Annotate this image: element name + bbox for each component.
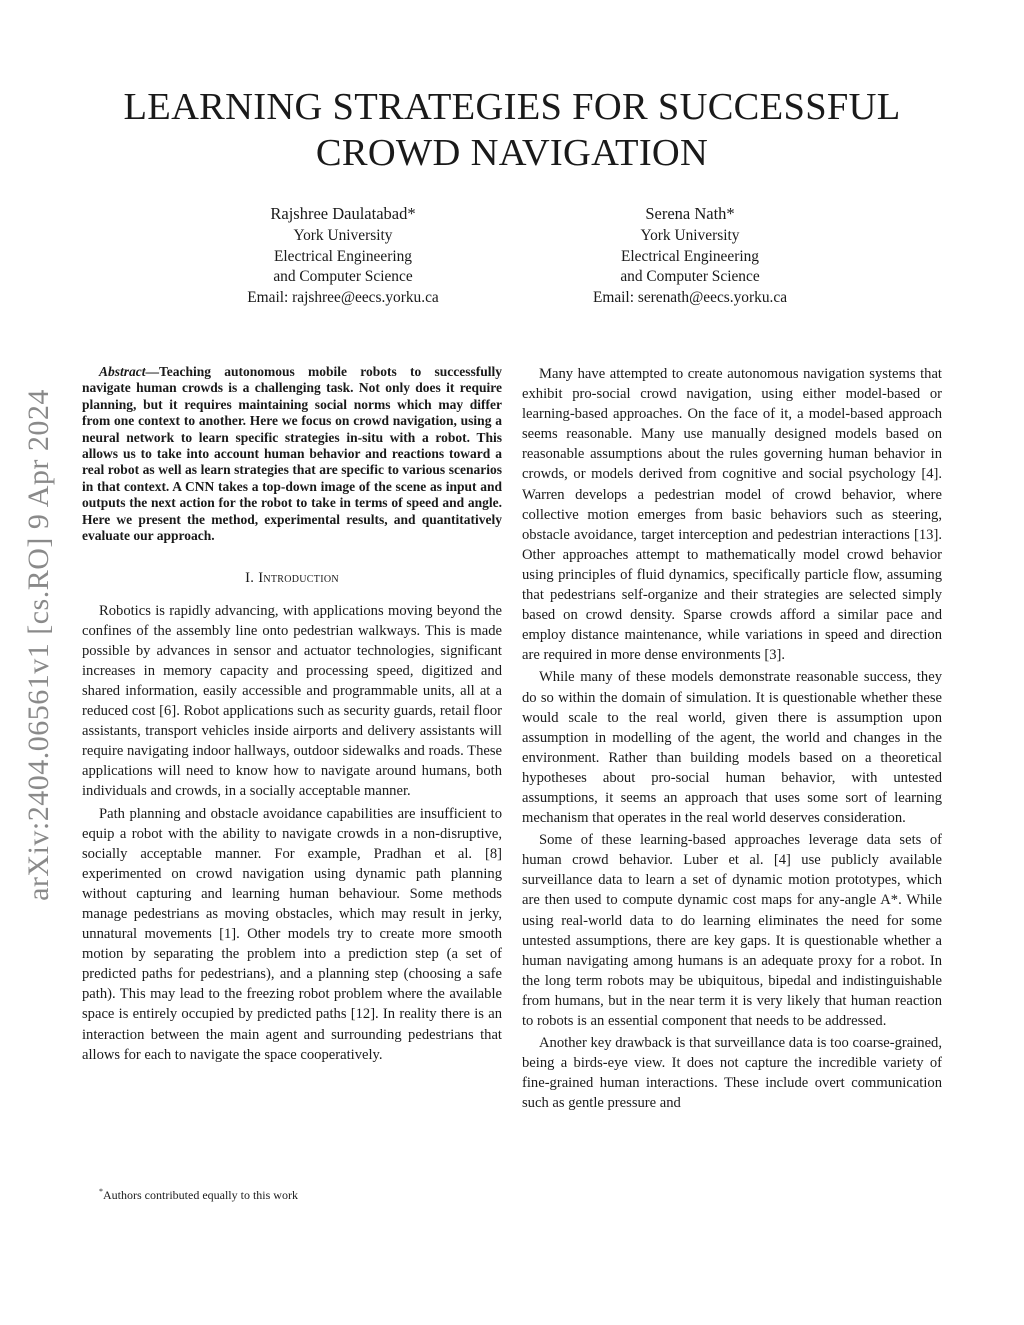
abstract-text: Teaching autonomous mobile robots to successfully navigate human crowds is a challenging task. Not only does it require planning, but it requires maintaining social norms which may differ from one context to another. Here we focus on crowd navigation, using a neural network to learn specific strategies in-situ with a robot. This allows us to take into account human behavior and reactions toward a real robot as well as learn strategies that are specific to various scenarios in that context. A CNN takes a top-down image of the scene as input and outputs the next action for the robot to take in terms of speed and angle. Here we present the method, experimental results, and quantitatively evaluate our approach. [82, 364, 502, 544]
author-department: Electrical Engineering [620, 247, 760, 265]
arxiv-identifier: arXiv:2404.06561v1 [cs.RO] 9 Apr 2024 [22, 389, 55, 901]
paragraph: While many of these models demonstrate reasonable success, they do so within the domain of simulation. It is questionable whether these would scale to the real world, given there is assumption upon assumption in modelling of the agent, the world and changes in the environment. Rather than building models based on a theoretical hypotheses about pro-social human behavior, with untested assumptions, it seems an approach that uses some sort of learning mechanism that operates in the real world deserves consideration. [522, 669, 942, 827]
author-name: Serena Nath* [645, 204, 735, 223]
left-column [82, 364, 502, 1065]
paragraph: Robotics is rapidly advancing, with applications moving beyond the confines of the assembly line onto pedestrian walkways. This is made possible by advances in sensor and actuator technologies, significant increases in memory capacity and processing speed, digitized and shared information, easily accessible and programmable units, all at a reduced cost [6]. Robot applications such as security guards, retail floor assistants, transport vehicles inside airports and delivery assistants will require navigating indoor hallways, outdoor sidewalks and roads. These applications will need to know how to navigate around humans, both individuals and crowds, in a socially acceptable manner. [82, 602, 502, 800]
author-department: and Computer Science [273, 268, 413, 285]
author-email: Email: rajshree@eecs.yorku.ca [247, 288, 439, 306]
section-number: I. [245, 570, 259, 587]
author-department: and Computer Science [620, 268, 760, 285]
author-university: York University [293, 227, 393, 244]
paper-title-line-1: LEARNING STRATEGIES FOR SUCCESSFUL [123, 86, 901, 128]
section-title: Introduction [258, 570, 339, 587]
paper-title [80, 84, 944, 176]
footnote [82, 1184, 502, 1203]
footnote-text: Authors contributed equally to this work [103, 1188, 298, 1202]
section-heading-introduction [82, 568, 502, 588]
author-name: Rajshree Daulatabad* [270, 204, 416, 223]
arxiv-stamp [0, 360, 78, 930]
author-block-2 [530, 202, 850, 308]
abstract [82, 364, 502, 544]
author-department: Electrical Engineering [273, 247, 413, 265]
paragraph: Many have attempted to create autonomous navigation systems that exhibit pro-social crowd navigation, using either model-based or learning-based approaches. On the face of it, a model-based approach seems reasonable. Many use manually designed models based on reasonable assumptions about the rules governing human behavior in crowds, or models derived from cognitive and social psychology [4]. Warren develops a pedestrian model of crowd behavior, where collective motion emerges from basic behaviors such as steering, obstacle avoidance, target interception and pedestrian interactions [13]. Other approaches attempt to mathematically model crowd behavior using principles of fluid dynamics, specifically particle flow, assuming that pedestrians self-organize and their strategies are selected simply based on crowd density. Sparse crowds afford a similar pace and employ distance maintenance, while variations in speed and direction are required in more dense environments [3]. [522, 366, 942, 664]
paper-title-line-2: CROWD NAVIGATION [315, 132, 709, 174]
abstract-label: Abstract [99, 364, 146, 379]
author-university: York University [640, 227, 740, 244]
abstract-dash: — [145, 364, 160, 379]
author-email: Email: serenath@eecs.yorku.ca [592, 288, 788, 306]
paragraph: Another key drawback is that surveillance data is too coarse-grained, being a birds-eye view. It does not capture the incredible variety of fine-grained human interactions. These include overt communication such as gentle pressure and [522, 1035, 942, 1112]
paragraph: Path planning and obstacle avoidance capabilities are insufficient to equip a robot with the ability to navigate crowds in a non-disruptive, socially acceptable manner. For example, Pradhan et al. [8] experimented on crowd navigation using dynamic path planning without capturing and learning human behaviour. Some methods manage pedestrians as moving obstacles, which may result in jerky, unnatural movements [1]. Other models try to create more smooth motion by separating the problem into a prediction step (a set of predicted paths for pedestrians), and a planning step (choosing a safe path). This may lead to the freezing robot problem where the available space is entirely occupied by predicted paths [12]. In reality there is an interaction between the main agent and surrounding pedestrians that allows for each to navigate the space cooperatively. [82, 805, 502, 1063]
footnote-mark: * [99, 1187, 103, 1196]
paragraph: Some of these learning-based approaches leverage data sets of human crowd behavior. Luber et al. [4] use publicly available surveillance data to learn a set of dynamic motion prototypes, which are then used to compute dynamic cost maps for any-angle A*. While using real-world data to do learning eliminates the need for some untested assumptions, there are key gaps. It is questionable whether a human navigating among humans is an adequate proxy for a robot. In the long term robots may be ubiquitous, bipedal and indistinguishable from humans, but in the near term it is very likely that human reaction to robots is an essential component that needs to be addressed. [522, 832, 942, 1029]
right-column [522, 364, 942, 1113]
author-block-1 [183, 202, 503, 308]
